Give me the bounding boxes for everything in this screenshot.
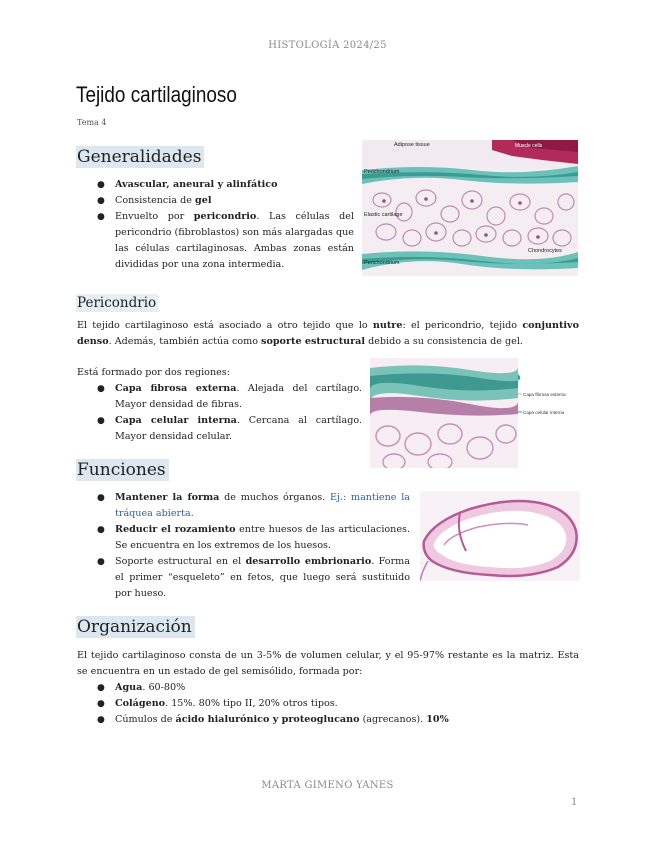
list-item: ● Agua. 60-80% [97, 682, 186, 693]
organizacion-list [77, 680, 579, 728]
list-item: ● Cúmulos de ácido hialurónico y proteoglucano (agrecanos). 10% [97, 714, 449, 725]
list-item: ● Mantener la forma de muchos órganos. Ej.: mantiene la tráquea abierta. [97, 492, 410, 519]
label-muscle: Muscle cells [515, 143, 543, 149]
generalidades-list [77, 177, 354, 273]
funciones-list [77, 490, 410, 602]
section-pericondrio-heading: Pericondrio [77, 295, 157, 311]
label-capa-celular: Capa celular interna [523, 410, 565, 415]
document-header: HISTOLOGÍA 2024/25 [268, 40, 387, 51]
label-capa-fibrosa: Capa fibrosa externa [523, 392, 566, 397]
label-perichondrium-top: Perichondrium [364, 169, 400, 175]
list-item: ● Avascular, aneural y alinfático [97, 179, 278, 190]
list-item: ● Envuelto por pericondrio. Las células del pericondrio (fibroblastos) son más alargadas que las células cartilaginosas. Ambas zonas están divididas por una zona intermedia. [97, 211, 354, 270]
section-organizacion-heading: Organización [76, 617, 195, 637]
document-footer-author: MARTA GIMENO YANES [261, 780, 394, 791]
list-item: ● Soporte estructural en el desarrollo embrionario. Forma el primer “esqueleto” en fetos, que luego será sustituido por hueso. [97, 556, 410, 599]
list-item: ● Reducir el rozamiento entre huesos de las articulaciones. Se encuentra en los extremos de los huesos. [97, 524, 410, 551]
elastic-cartilage-micrograph [362, 140, 578, 276]
list-item: ● Capa fibrosa externa. Alejada del cartílago. Mayor densidad de fibras. [97, 383, 362, 410]
page-title: Tejido cartilaginoso [76, 82, 237, 107]
page-subtitle: Tema 4 [77, 118, 107, 127]
pericondrio-list [77, 381, 362, 445]
label-perichondrium-bottom: Perichondrium [364, 260, 400, 266]
pericondrio-paragraph: El tejido cartilaginoso está asociado a otro tejido que lo nutre: el pericondrio, tejido conjuntivo denso. Además, también actúa como soporte estructural debido a su consistencia de gel. [77, 320, 579, 347]
list-item: ● Colágeno. 15%. 80% tipo II, 20% otros tipos. [97, 698, 338, 709]
trachea-micrograph [420, 491, 580, 581]
pericondrio-intro: Está formado por dos regiones: [77, 367, 230, 378]
section-generalidades-heading: Generalidades [76, 147, 204, 167]
perichondrium-layers-micrograph [370, 358, 580, 468]
list-item: ● Consistencia de gel [97, 195, 212, 206]
organizacion-paragraph: El tejido cartilaginoso consta de un 3-5% de volumen celular, y el 95-97% restante es la matriz. Esta se encuentra en un estado de gel semisólido, formada por: [77, 650, 579, 677]
label-chondrocytes: Chondrocytes [528, 248, 562, 254]
list-item: ● Capa celular interna. Cercana al cartílago. Mayor densidad celular. [97, 415, 362, 442]
label-adipose: Adipose tissue [394, 142, 430, 148]
label-elastic: Elastic cartilage [364, 212, 403, 218]
section-funciones-heading: Funciones [76, 460, 169, 480]
page-number: 1 [571, 797, 578, 808]
